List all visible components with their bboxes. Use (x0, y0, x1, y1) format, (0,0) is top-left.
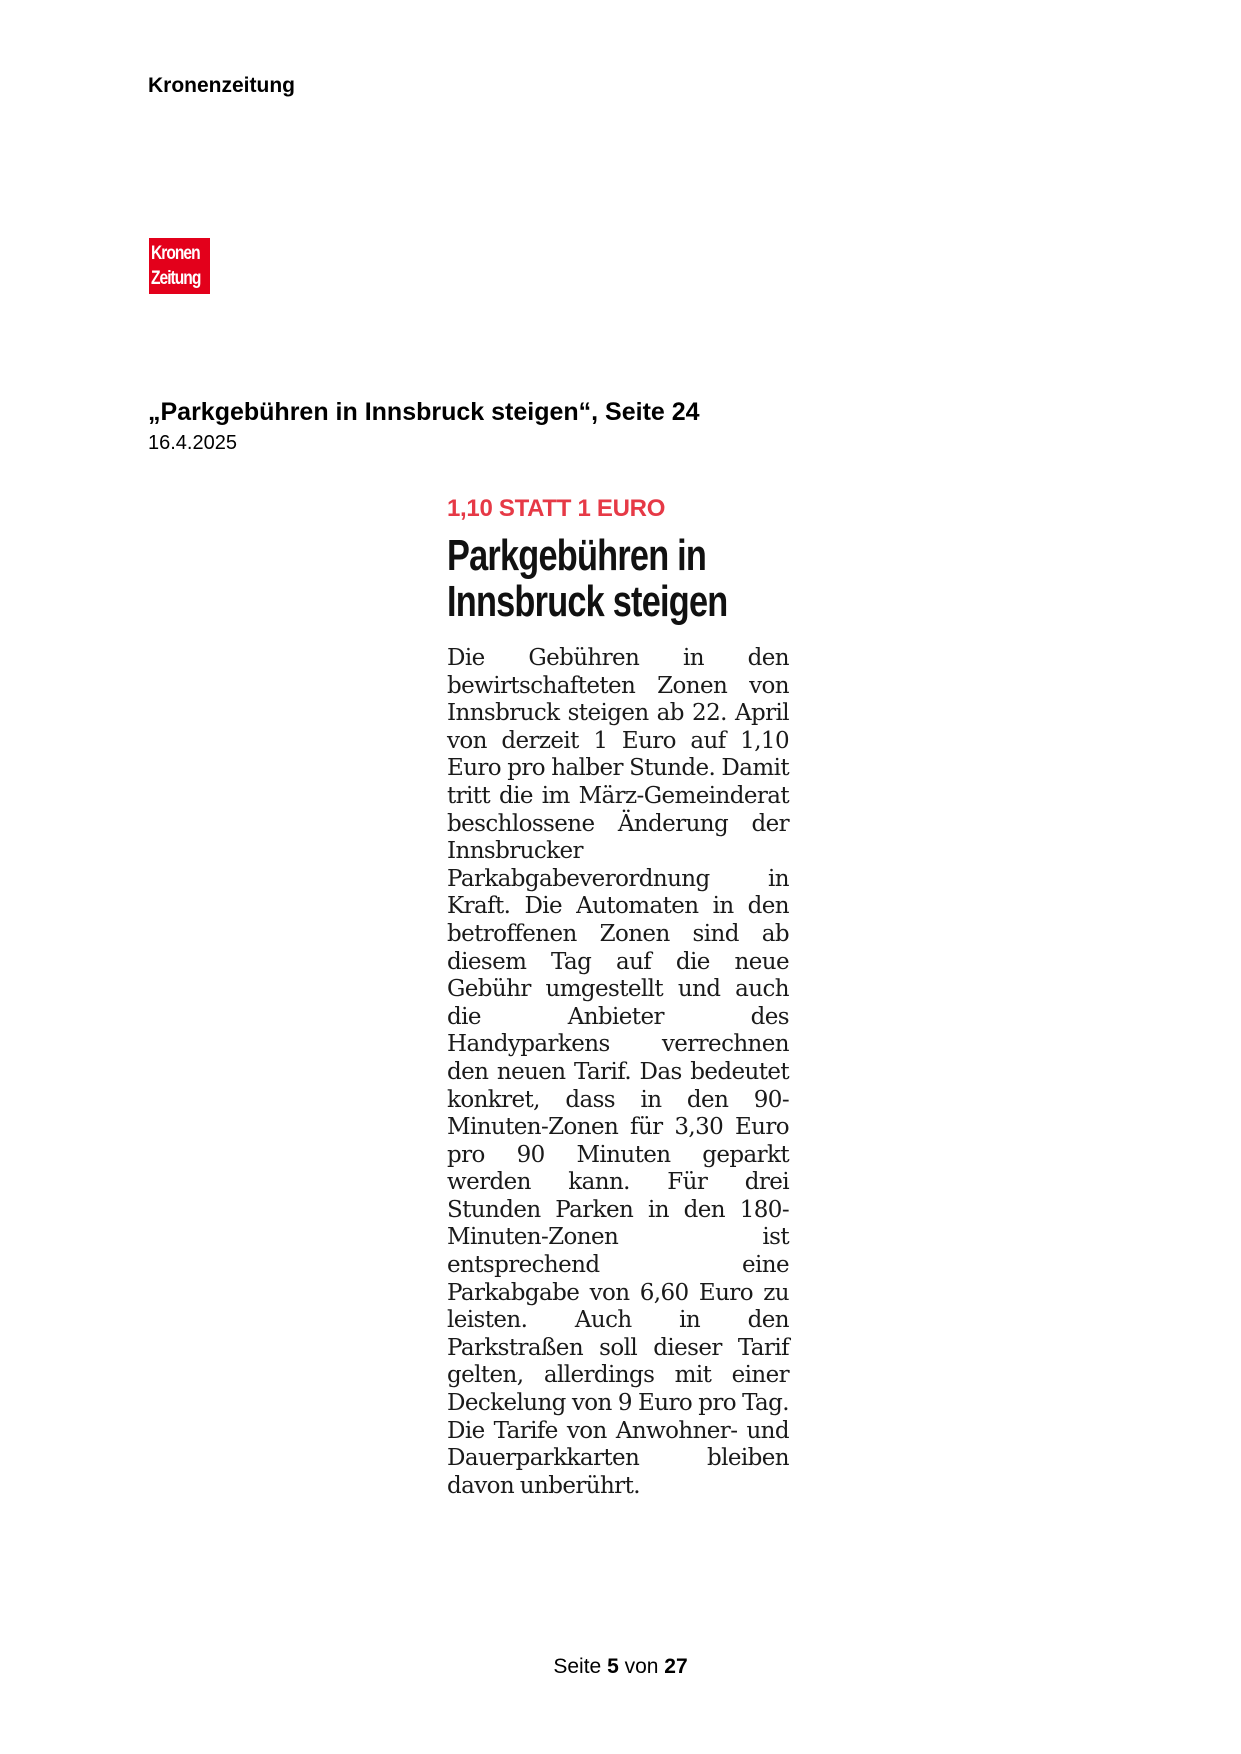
logo-line-2: Zeitung (151, 268, 201, 289)
clip-date: 16.4.2025 (148, 432, 237, 454)
page-total: 27 (664, 1655, 688, 1678)
page-current: 5 (607, 1655, 619, 1678)
page-footer (0, 1655, 1241, 1679)
article-kicker: 1,10 STATT 1 EURO (447, 495, 666, 522)
article-headline: Parkgebühren in Innsbruck steigen (447, 531, 728, 626)
publication-name: Kronenzeitung (148, 74, 295, 97)
of-label: von (624, 1655, 659, 1678)
clip-title: „Parkgebühren in Innsbruck steigen“, Seite 24 (148, 398, 700, 426)
article-body: Die Gebühren in den bewirtschafteten Zonen von Innsbruck steigen ab 22. April von derzeit 1 Euro auf 1,10 Euro pro halber Stunde. Damit tritt die im März-Gemeinderat beschlossene Änderung der Innsbrucker Parkabgabeverordnung in Kraft. Die Automaten in den betroffenen Zonen sind ab diesem Tag auf die neue Gebühr umgestellt und auch die Anbieter des Handyparkens verrechnen den neuen Tarif. Das bedeutet konkret, dass in den 90-Minuten-Zonen für 3,30 Euro pro 90 Minuten geparkt werden kann. Für drei Stunden Parken in den 180-Minuten-Zonen ist entsprechend eine Parkabgabe von 6,60 Euro zu leisten. Auch in den Parkstraßen soll dieser Tarif gelten, allerdings mit einer Deckelung von 9 Euro pro Tag. Die Tarife von Anwohner- und Dauerparkkarten bleiben davon unberührt. (447, 645, 789, 1499)
article-clipping (447, 495, 789, 1500)
kronen-zeitung-logo (149, 238, 210, 294)
page-label: Seite (553, 1655, 602, 1678)
logo-line-1: Kronen (151, 243, 200, 264)
